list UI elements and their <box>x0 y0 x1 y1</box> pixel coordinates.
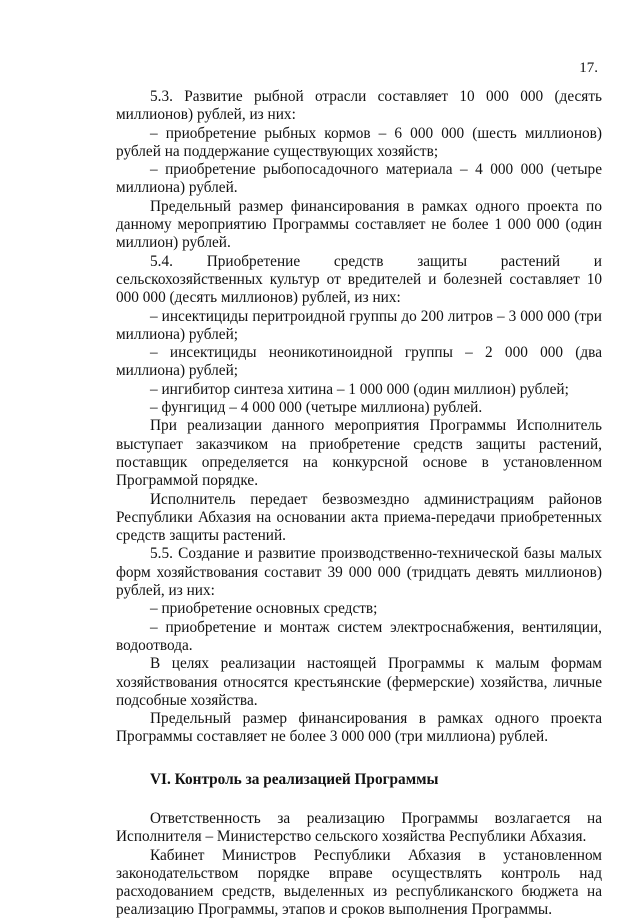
paragraph-5-3: 5.3. Развитие рыбной отрасли составляет 10 000 000 (десять миллионов) рублей, из них: <box>116 88 602 124</box>
paragraph-5-4: 5.4. Приобретение средств защиты растений и сельскохозяйственных культур от вредителей и болезней составляет 10 000 000 (десять миллионов) рублей, из них: <box>116 252 602 307</box>
paragraph-transfer: Исполнитель передает безвозмездно администрациям районов Республики Абхазия на основании акта приема-передачи приобретенных средств защиты растений. <box>116 490 602 545</box>
paragraph-responsibility: Ответственность за реализацию Программы возлагается на Исполнителя – Министерство сельского хозяйства Республики Абхазия. <box>116 809 602 846</box>
list-item-neonicotinoid: – инсектициды неоникотиноидной группы – 2 000 000 (два миллиона) рублей; <box>116 344 602 380</box>
document-body <box>116 88 602 920</box>
page-number: 17. <box>579 60 598 76</box>
list-item-fish-stock: – приобретение рыбопосадочного материала – 4 000 000 (четыре миллиона) рублей. <box>116 161 602 197</box>
list-item-systems-install: – приобретение и монтаж систем электроснабжения, вентиляции, водоотвода. <box>116 618 602 654</box>
section-heading: VI. Контроль за реализацией Программы <box>150 770 439 788</box>
list-item-chitin-inhibitor: – ингибитор синтеза хитина – 1 000 000 (один миллион) рублей; <box>150 380 569 398</box>
list-item-fixed-assets: – приобретение основных средств; <box>150 600 378 618</box>
list-item-pyrethroid: – инсектициды перитроидной группы до 200 литров – 3 000 000 (три миллиона) рублей; <box>116 307 602 343</box>
list-item-fish-feed: – приобретение рыбных кормов – 6 000 000 (шесть миллионов) рублей на поддержание существующих хозяйств; <box>116 124 602 160</box>
paragraph-5-5: 5.5. Создание и развитие производственно-технической базы малых форм хозяйствования составит 39 000 000 (тридцать девять миллионов) рублей, из них: <box>116 545 602 600</box>
paragraph-funding-limit-fish: Предельный размер финансирования в рамках одного проекта по данному мероприятию Программы составляет не более 1 000 000 (один миллион) рублей. <box>116 197 602 252</box>
paragraph-contractor-role: При реализации данного мероприятия Программы Исполнитель выступает заказчиком на приобретение средств защиты растений, поставщик определяется на конкурсной основе в установленном Программой порядке. <box>116 417 602 490</box>
paragraph-cabinet-control: Кабинет Министров Республики Абхазия в установленном законодательством порядке вправе осуществлять контроль над расходованием средств, выделенных из республиканского бюджета на реализацию Программы, этапов и сроков выполнения Программы. <box>116 846 602 919</box>
paragraph-funding-limit-program: Предельный размер финансирования в рамках одного проекта Программы составляет не более 3 000 000 (три миллиона) рублей. <box>116 710 602 746</box>
paragraph-small-farms: В целях реализации настоящей Программы к малым формам хозяйствования относятся крестьянские (фермерские) хозяйства, личные подсобные хозяйства. <box>116 655 602 709</box>
list-item-fungicide: – фунгицид – 4 000 000 (четыре миллиона) рублей. <box>150 399 483 417</box>
